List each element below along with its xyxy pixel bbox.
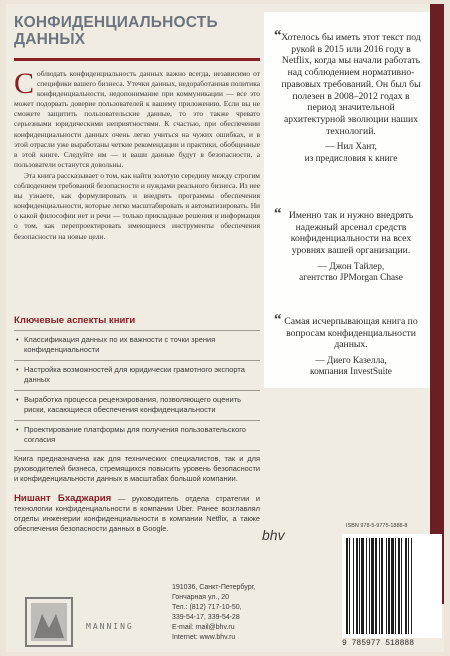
address-line: E-mail: mail@bhv.ru [172, 624, 235, 632]
feature-item: • Проектирование платформы для получения пользовательского согласия [14, 420, 260, 451]
audience-text: Книга предназначена как для технических специалистов, так и для руководителей бизнеса, стремящихся повысить уровень безопасности и конфиденциальности данных в масштабах большой компании. [14, 454, 260, 483]
title-block [14, 14, 258, 48]
intro-p1-text: облюдать конфиденциальность данных важно всегда, независимо от специфики вашего бизнеса. Утечки данных, недоработанная политика конфиденциальности, недопонимание при коммуникации — все это может подорвать доверие пользователей к вашему приложению. Если вы не сможете защитить пользовательские данные, то это также чревато серьезными юридическими неприятностями. К счастью, при обеспечении конфиденциальности данных очень легко учиться на чужих ошибках, и в этой отрасли уже выработаны четкие рекомендации и практики, обобщенные в этой книге. Следуйте им — и ваши данные будут в безопасности, а пользователи останутся довольны. [14, 69, 260, 169]
feature-item: • Настройка возможностей для юридически грамотного экспорта данных [14, 360, 260, 390]
manning-logo-icon [20, 592, 78, 652]
title-divider [14, 58, 260, 61]
publisher-address [172, 583, 292, 644]
features-list [14, 330, 260, 451]
dropcap: С [14, 67, 35, 100]
features-heading: Ключевые аспекты книги [14, 315, 136, 326]
quote-1 [274, 28, 424, 165]
address-line: 339-54-17, 339-54-28 [172, 614, 240, 622]
address-line: Тел.: (812) 717-10-50, [172, 604, 242, 612]
intro-paragraph-2: Эта книга рассказывает о том, как найти золотую середину между строгим соблюдением требований безопасности и нуждами реального бизнеса. Из нее вы узнаете, как формулировать и внедрять программы обеспечения конфиденциальности, которые легко масштабировать и автоматизировать. Ни о какой философии нет и речи — только прикладные решения и информация о том, как перепроектировать имеющиеся инструменты обеспечения безопасности на новые цели. [14, 170, 260, 241]
isbn-label: ISBN 978-5-9775-1888-8 [346, 523, 408, 529]
feature-item: • Классификация данных по их важности с точки зрения конфиденциальности [14, 330, 260, 360]
barcode-number: 9 785977 518888 [342, 639, 415, 648]
manning-wordmark: MANNING [86, 622, 134, 631]
quote-text: Самая исчерпывающая книга по вопросам конфиденциальности данных. [284, 316, 418, 351]
address-line: Гончарная ул., 20 [172, 594, 230, 602]
quote-source: агентство JPMorgan Chase [299, 273, 403, 284]
book-title-line1: КОНФИДЕНЦИАЛЬНОСТЬ [14, 14, 218, 31]
author-name: Нишант Бхаджария [14, 493, 112, 504]
quote-text: Хотелось бы иметь этот текст под рукой в 2015 или 2016 году в Netflix, когда мы начали работать над соблюдением нормативно-правовых требований. Он был бы полезен в 2008–2012 годах в период значительной архитектурной эволюции наших технологий. [281, 32, 421, 137]
open-quote-icon: “ [274, 206, 282, 222]
intro-paragraph-1 [14, 69, 260, 170]
author-bio: — руководитель отдела стратегии и технологии конфиденциальности в компании Uber. Ранее возглавлял отделы инженерии конфиденциальности в компании Netflix, а также обеспечения безопасности данных в Google. [14, 494, 261, 533]
quote-author: — Нил Хант, [325, 142, 377, 153]
spine-strip [430, 4, 444, 604]
address-line: Internet: www.bhv.ru [172, 634, 236, 642]
feature-item: • Выработка процесса рецензирования, позволяющего оценить риски, касающиеся обеспечения конфиденциальности [14, 390, 260, 420]
quotes-panel [264, 12, 430, 388]
back-cover [6, 4, 444, 652]
quote-2 [274, 206, 424, 284]
open-quote-icon: “ [274, 28, 282, 44]
bhv-logo: bhv [262, 527, 285, 543]
quote-text: Именно так и нужно внедрять надежный арсенал средств конфиденциальности на всех уровнях вашей организации. [288, 210, 414, 257]
open-quote-icon: “ [274, 312, 282, 328]
book-title-line2: ДАННЫХ [14, 31, 86, 48]
quote-author: — Джон Тайлер, [317, 261, 385, 272]
quote-3 [274, 312, 424, 379]
barcode-icon [342, 534, 442, 638]
intro-text [14, 69, 260, 243]
address-line: 191036, Санкт-Петербург, [172, 584, 256, 591]
quote-author: — Диего Казелла, [315, 356, 387, 367]
quote-source: из предисловия к книге [304, 153, 398, 164]
author-block [14, 494, 260, 534]
quote-source: компания InvestSuite [310, 367, 392, 378]
